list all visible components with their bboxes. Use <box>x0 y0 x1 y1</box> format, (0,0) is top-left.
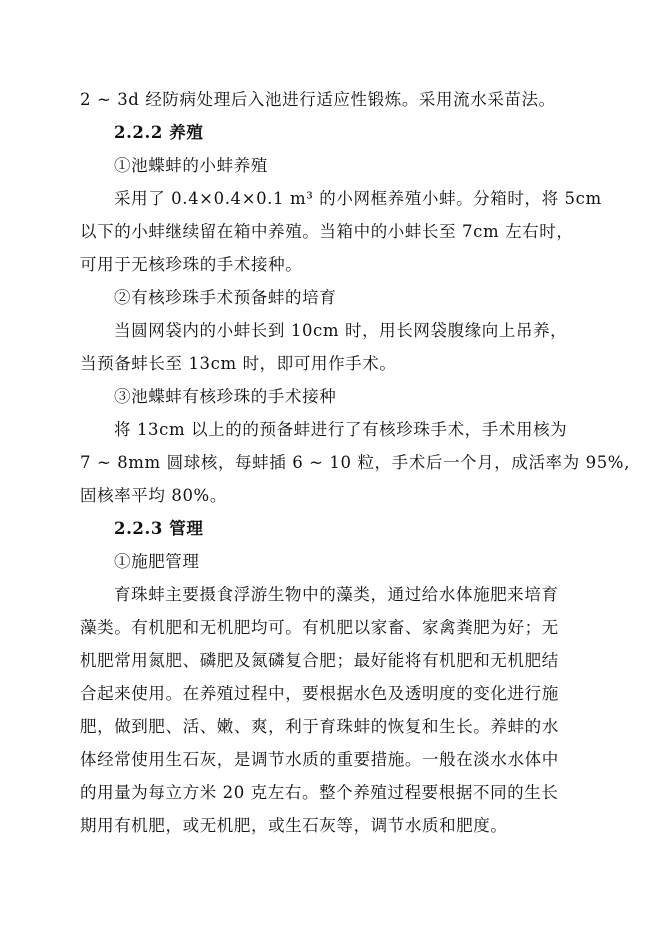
text-line-23: 期用有机肥，或无机肥，或生石灰等，调节水质和肥度。 <box>80 816 508 835</box>
text-line-11: 将 13cm 以上的的预备蚌进行了有核珍珠手术，手术用核为 <box>114 420 568 439</box>
text-line-17: 藻类。有机肥和无机肥均可。有机肥以家畜、家禽粪肥为好；无 <box>80 618 559 637</box>
text-line-21: 体经常使用生石灰，是调节水质的重要措施。一般在淡水水体中 <box>80 750 559 769</box>
text-line-4: 采用了 0.4×0.4×0.1 m³ 的小网框养殖小蚌。分箱时，将 5cm <box>114 189 602 208</box>
text-line-19: 合起来使用。在养殖过程中，要根据水色及透明度的变化进行施 <box>80 684 559 703</box>
text-line-1: 2 ~ 3d 经防病处理后入池进行适应性锻炼。采用流水采苗法。 <box>80 90 556 109</box>
section-heading-2-2-3: 2.2.3 管理 <box>114 519 204 538</box>
text-line-12: 7 ~ 8mm 圆球核，每蚌插 6 ~ 10 粒，手术后一个月，成活率为 95%, <box>80 453 630 472</box>
text-line-18: 机肥常用氮肥、磷肥及氮磷复合肥；最好能将有机肥和无机肥结 <box>80 651 559 670</box>
text-line-5: 以下的小蚌继续留在箱中养殖。当箱中的小蚌长至 7cm 左右时， <box>80 222 574 241</box>
text-line-9: 当预备蚌长至 13cm 时，即可用作手术。 <box>80 354 397 373</box>
text-line-8: 当圆网袋内的小蚌长到 10cm 时，用长网袋腹缘向上吊养， <box>114 321 568 340</box>
subheading-fertilization: ①施肥管理 <box>114 552 200 571</box>
section-heading-2-2-2: 2.2.2 养殖 <box>114 123 204 142</box>
text-line-16: 育珠蚌主要摄食浮游生物中的藻类，通过给水体施肥来培育 <box>114 585 559 604</box>
subheading-surgical-inoculation: ③池蝶蚌有核珍珠的手术接种 <box>114 387 337 406</box>
text-line-20: 肥，做到肥、活、嫩、爽，利于育珠蚌的恢复和生长。养蚌的水 <box>80 717 559 736</box>
text-line-22: 的用量为每立方米 20 克左右。整个养殖过程要根据不同的生长 <box>80 783 559 802</box>
subheading-nucleated-pearl-prep: ②有核珍珠手术预备蚌的培育 <box>114 288 337 307</box>
subheading-small-mussel-culture: ①池蝶蚌的小蚌养殖 <box>114 156 268 175</box>
text-line-13: 固核率平均 80%。 <box>80 486 227 505</box>
text-line-6: 可用于无核珍珠的手术接种。 <box>80 255 303 274</box>
